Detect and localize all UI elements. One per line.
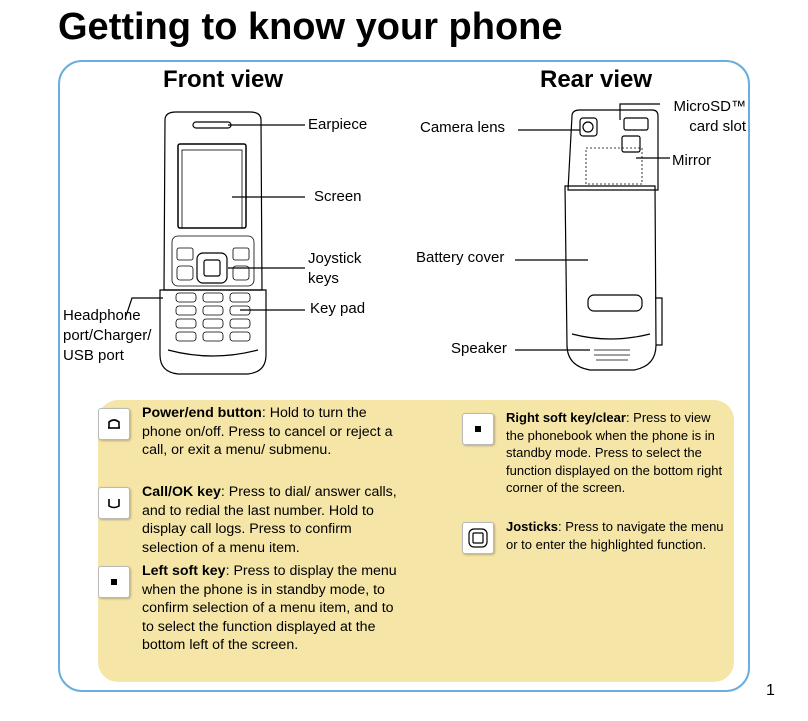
headphone-port-label: Headphone port/Charger/ USB port [63,307,152,364]
call-icon [98,487,130,519]
key-name: Power/end button [142,405,262,421]
key-name: Left soft key [142,563,226,579]
speaker-label: Speaker [451,340,507,357]
rear-phone-illustration [565,110,662,370]
soft-key-icon [98,566,130,598]
key-item-joystick [462,518,732,554]
microsd-label: MicroSD™ card slot [673,98,746,135]
page-number: 1 [766,682,775,699]
screen-label: Screen [314,188,362,205]
front-view-title: Front view [163,66,284,93]
key-description: : Press to navigate the menu or to enter the highlighted function. [506,519,724,552]
soft-key-icon [462,413,494,445]
battery-cover-label: Battery cover [416,249,505,266]
power-end-icon [98,408,130,440]
camera-lens-label: Camera lens [420,119,506,136]
key-item-power-end [98,404,408,460]
key-description: : Press to dial/ answer calls, and to redial the last number. Hold to display call logs. Press to confirm selection of a menu item. [142,484,397,556]
key-item-call-ok [98,483,408,557]
key-name: Josticks [506,519,559,534]
key-description: : Hold to turn the phone on/off. Press to cancel or reject a call, or exit a menu/ submenu. [142,405,393,458]
mirror-label: Mirror [672,152,712,169]
key-name: Right soft key/clear [506,410,626,425]
page-title: Getting to know your phone [58,6,563,48]
earpiece-icon [193,122,231,128]
key-description: : Press to display the menu when the phone is in standby mode, to confirm selection of a menu item, and to to select the function displayed at the bottom left of the screen. [142,563,397,653]
key-item-right-soft [462,409,732,497]
joystick-label: Joystick keys [308,250,362,287]
keypad-label: Key pad [310,300,366,317]
rear-view-title: Rear view [540,66,653,93]
joystick-icon [462,522,494,554]
earpiece-label: Earpiece [308,116,368,133]
key-name: Call/OK key [142,484,221,500]
key-description: : Press to view the phonebook when the phone is in standby mode. Press to select the function displayed on the bottom right corner of the screen. [506,410,723,495]
joystick-icon [197,253,227,283]
key-item-left-soft [98,562,408,655]
front-phone-illustration [160,112,266,374]
